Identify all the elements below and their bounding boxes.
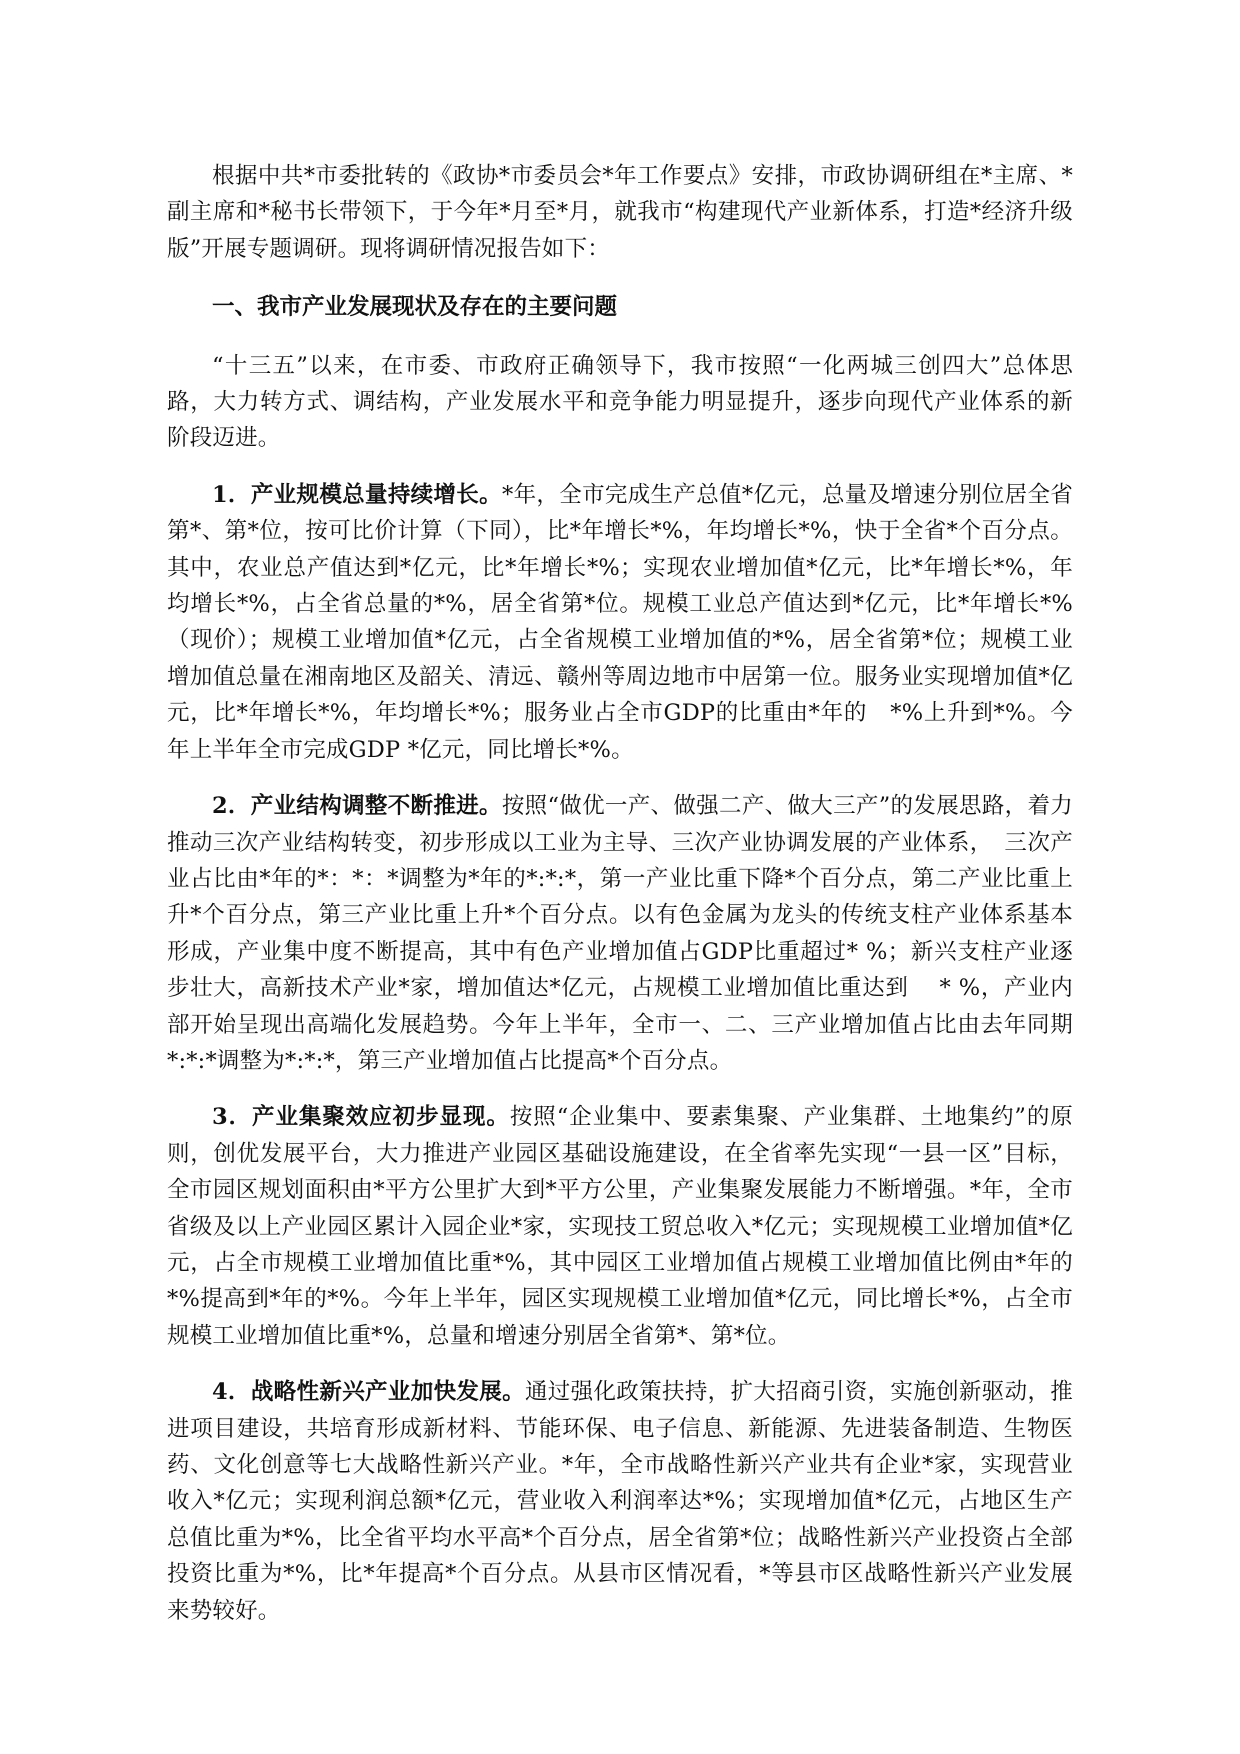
item-paragraph-1 [167,477,1073,768]
item-lead: 4．战略性新兴产业加快发展。 [212,1379,525,1406]
section-intro-paragraph: “十三五”以来，在市委、市政府正确领导下，我市按照“一化两城三创四大”总体思路，大力转方式、调结构，产业发展水平和竞争能力明显提升，逐步向现代产业体系的新阶段迈进。 [167,352,1073,452]
item-text: *年，全市完成生产总值*亿元，总量及增速分别位居全省第*、第*位，按可比价计算（下同），比*年增长*%，年均增长*%，快于全省*个百分点。其中，农业总产值达到*亿元，比*年增长*%；实现农业增加值*亿元，比*年增长*%，年均增长*%，占全省总量的*%，居全省第*位。规模工业总产值达到*亿元，比*年增长*%（现价）；规模工业增加值*亿元，占全省规模工业增加值的*%，居全省第*位；规模工业增加值总量在湘南地区及韶关、清远、赣州等周边地市中居第一位。服务业实现增加值*亿元，比*年增长*%，年均增长*%；服务业占全市GDP的比重由*年的 *%上升到*%。今年上半年全市完成GDP *亿元，同比增长*%。 [167,481,1073,763]
item-lead: 1．产业规模总量持续增长。 [212,481,502,508]
item-paragraph-3 [167,1099,1073,1354]
item-paragraph-4 [167,1374,1073,1629]
item-lead: 2．产业结构调整不断推进。 [212,793,502,820]
item-text: 按照“做优一产、做强二产、做大三产”的发展思路，着力推动三次产业结构转变，初步形成以工业为主导、三次产业协调发展的产业体系， 三次产业占比由*年的*：*：*调整为*年的*:*:*，第一产业比重下降*个百分点，第二产业比重上升*个百分点，第三产业比重上升*个百分点。以有色金属为龙头的传统支柱产业体系基本形成，产业集中度不断提高，其中有色产业增加值占GDP比重超过* %；新兴支柱产业逐步壮大，高新技术产业*家，增加值达*亿元，占规模工业增加值比重达到 * %，产业内部开始呈现出高端化发展趋势。今年上半年，全市一、二、三产业增加值占比由去年同期*:*:*调整为*:*:*，第三产业增加值占比提高*个百分点。 [167,793,1073,1074]
item-text: 按照“企业集中、要素集聚、产业集群、土地集约”的原则，创优发展平台，大力推进产业园区基础设施建设，在全省率先实现“一县一区”目标，全市园区规划面积由*平方公里扩大到*平方公里，产业集聚发展能力不断增强。*年，全市省级及以上产业园区累计入园企业*家，实现技工贸总收入*亿元；实现规模工业增加值*亿元，占全市规模工业增加值比重*%，其中园区工业增加值占规模工业增加值比例由*年的*%提高到*年的*%。今年上半年，园区实现规模工业增加值*亿元，同比增长*%，占全市规模工业增加值比重*%，总量和增速分别居全省第*、第*位。 [167,1104,1073,1349]
document-body [167,158,1073,1629]
section-heading: 一、我市产业发展现状及存在的主要问题 [212,294,618,321]
item-text: 通过强化政策扶持，扩大招商引资，实施创新驱动，推进项目建设，共培育形成新材料、节能环保、电子信息、新能源、先进装备制造、生物医药、文化创意等七大战略性新兴产业。*年，全市战略性新兴产业共有企业*家，实现营业收入*亿元；实现利润总额*亿元，营业收入利润率达*%；实现增加值*亿元，占地区生产总值比重为*%，比全省平均水平高*个百分点，居全省第*位；战略性新兴产业投资占全部投资比重为*%，比*年提高*个百分点。从县市区情况看，*等县市区战略性新兴产业发展来势较好。 [167,1379,1073,1624]
item-paragraph-2 [167,788,1073,1079]
item-lead: 3．产业集聚效应初步显现。 [212,1104,510,1131]
intro-paragraph: 根据中共*市委批转的《政协*市委员会*年工作要点》安排，市政协调研组在*主席、*副主席和*秘书长带领下，于今年*月至*月，就我市“构建现代产业新体系，打造*经济升级版”开展专题调研。现将调研情况报告如下： [167,163,1073,262]
